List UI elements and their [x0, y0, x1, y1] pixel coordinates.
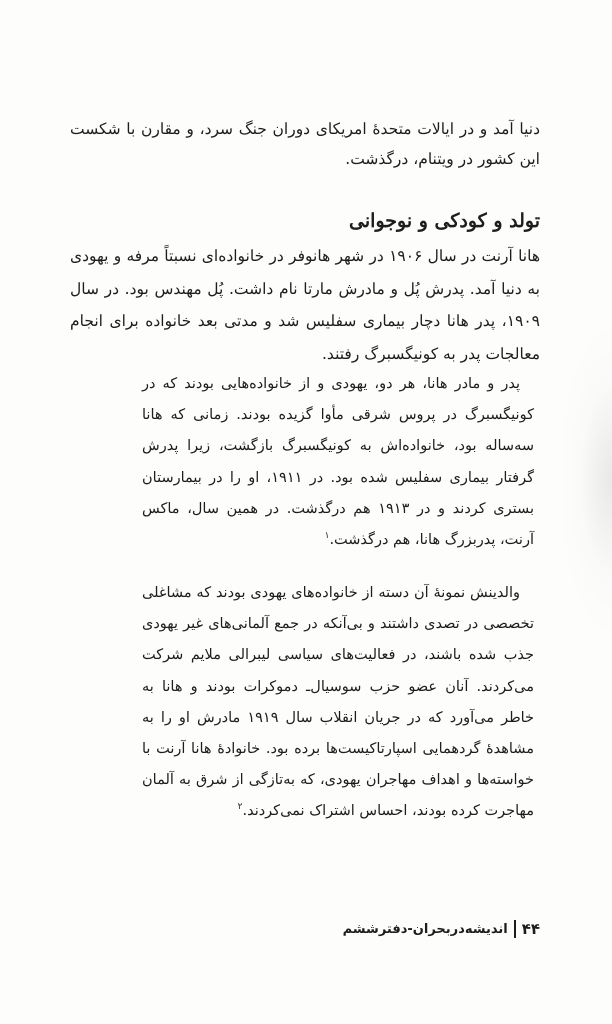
- footnote-marker-2: ۲: [237, 802, 243, 813]
- body-paragraph: هانا آرنت در سال ۱۹۰۶ در شهر هانوفر در خانواده‌ای نسبتاً مرفه و یهودی به دنیا آمد. پدرش پُل و مادرش مارتا نام داشت. پُل مهندس بود. در سال ۱۹۰۹، پدر هانا دچار بیماری سفلیس شد و مدتی بعد خانواده برای انجام معالجات پدر به کونیگسبرگ رفتند.: [70, 247, 541, 363]
- block-quote-2: [142, 578, 534, 828]
- section-heading: تولد و کودکی و نوجوانی: [349, 210, 540, 232]
- block-quote-1: [142, 369, 534, 556]
- page-number: ۴۴: [521, 920, 540, 938]
- block-quote-1-text: پدر و مادر هانا، هر دو، یهودی و از خانواده‌هایی بودند که در کونیگسبرگ در پروس شرقی مأوا گزیده بودند. زمانی که هانا سه‌ساله بود، خانواده‌اش به کونیگسبرگ بازگشت، زیرا پدرش گرفتار بیماری سفلیس شده بود. در ۱۹۱۱، او را در بیمارستان بستری کردند و در ۱۹۱۳ هم درگذشت. در همین سال، ماکس آرنت، پدربزرگ هانا، هم درگذشت.: [142, 376, 535, 549]
- footnote-marker-1: ۱: [324, 531, 330, 542]
- series-title: اندیشه‌دربحران-دفترششم: [342, 921, 508, 937]
- block-quote-2-text: والدینش نمونهٔ آن دسته از خانواده‌های یهودی بودند که مشاغلی تخصصی در تصدی داشتند و بی‌آنکه در جمع آلمانی‌های غیر یهودی جذب شده باشند، در فعالیت‌های سیاسی لیبرالی ملایم شرکت می‌کردند. آنان عضو حزب سوسیال‌ـ دموکرات بودند و هانا به خاطر می‌آورد که در جریان انقلاب سال ۱۹۱۹ مادرش او را به مشاهدهٔ گردهمایی اسپارتاکیست‌ها برده بود. خانوادهٔ هانا آرنت با خواسته‌ها و اهداف مهاجران یهودی، که به‌تازگی از شرق به آلمان مهاجرت کرده بودند، احساس اشتراک نمی‌کردند.: [142, 585, 534, 820]
- footer-divider: [514, 920, 516, 938]
- intro-paragraph: دنیا آمد و در ایالات متحدهٔ امریکای دوران جنگ سرد، و مقارن با شکست این کشور در ویتنام، درگذشت.: [70, 120, 540, 168]
- page-edge-shadow: [562, 330, 612, 630]
- page-footer: [343, 920, 540, 938]
